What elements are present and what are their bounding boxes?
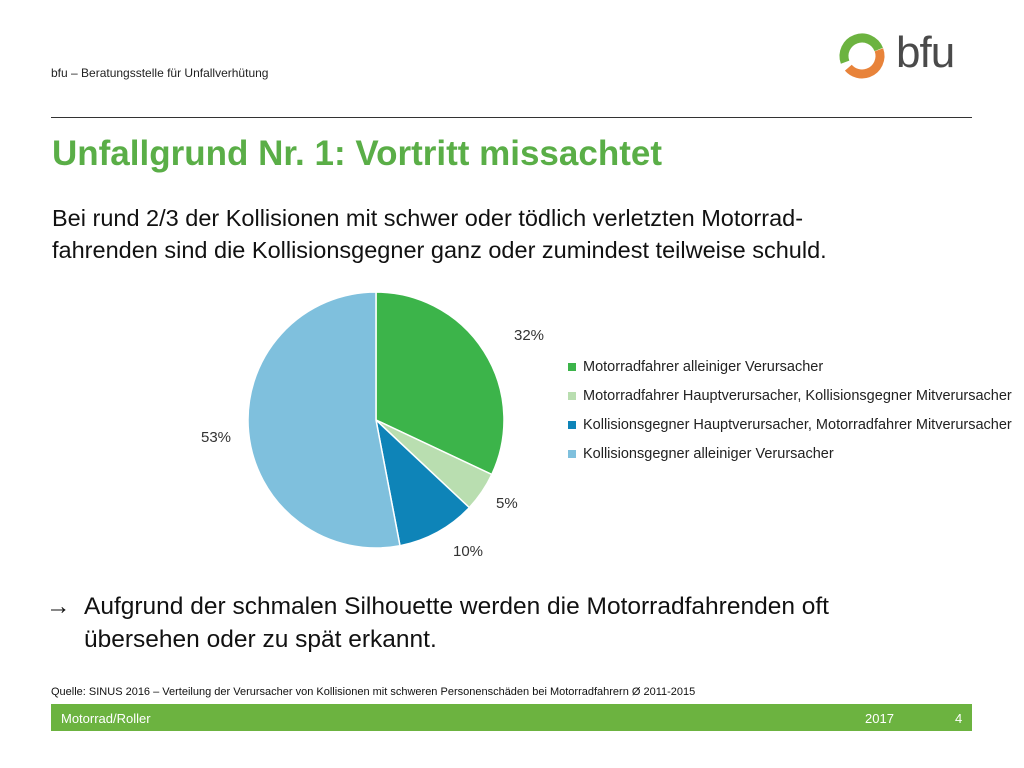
pie-chart [180,280,1010,580]
bfu-logo [834,26,984,88]
conclusion-bullet [46,590,986,656]
legend-swatch-4 [568,450,576,458]
pie-label-3: 10% [452,543,484,560]
pie-svg [180,280,550,580]
slide-title: Unfallgrund Nr. 1: Vortritt missachtet [52,134,662,173]
pie-label-2: 5% [496,495,518,512]
arrow-icon: → [46,593,71,620]
legend-swatch-1 [568,363,576,371]
header-divider [51,117,972,118]
source-note: Quelle: SINUS 2016 – Verteilung der Verursacher von Kollisionen mit schweren Personenschäden bei Motorradfahrern Ø 2011-2015 [51,686,696,698]
legend-item-4 [568,439,1012,468]
legend-label-3: Kollisionsgegner Hauptverursacher, Motorradfahrer Mitverursacher [583,416,1012,433]
footer-topic: Motorrad/Roller [61,711,151,726]
footer-bar [51,704,972,731]
footer-page-number: 4 [955,711,963,726]
footer-year: 2017 [865,711,894,726]
legend-item-1 [568,352,1012,381]
chart-legend [568,352,1012,468]
lead-line-2: fahrenden sind die Kollisionsgegner ganz oder zumindest teilweise schuld. [52,237,827,263]
logo-text: bfu [896,28,955,77]
legend-swatch-3 [568,421,576,429]
legend-item-2 [568,381,1012,410]
pie-label-1: 32% [514,327,545,344]
legend-label-2: Motorradfahrer Hauptverursacher, Kollisionsgegner Mitverursacher [583,387,1012,404]
lead-text [52,202,1002,266]
lead-line-1: Bei rund 2/3 der Kollisionen mit schwer oder tödlich verletzten Motorrad- [52,205,804,231]
bullet-line-2: übersehen oder zu spät erkannt. [84,626,437,653]
pie-label-4: 53% [200,429,232,446]
organization-name: bfu – Beratungsstelle für Unfallverhütung [51,66,269,80]
bullet-line-1: Aufgrund der schmalen Silhouette werden die Motorradfahrenden oft [84,593,829,620]
legend-item-3 [568,410,1012,439]
legend-label-1: Motorradfahrer alleiniger Verursacher [583,358,824,375]
legend-label-4: Kollisionsgegner alleiniger Verursacher [583,445,834,462]
logo-ring-icon [834,26,894,86]
legend-swatch-2 [568,392,576,400]
